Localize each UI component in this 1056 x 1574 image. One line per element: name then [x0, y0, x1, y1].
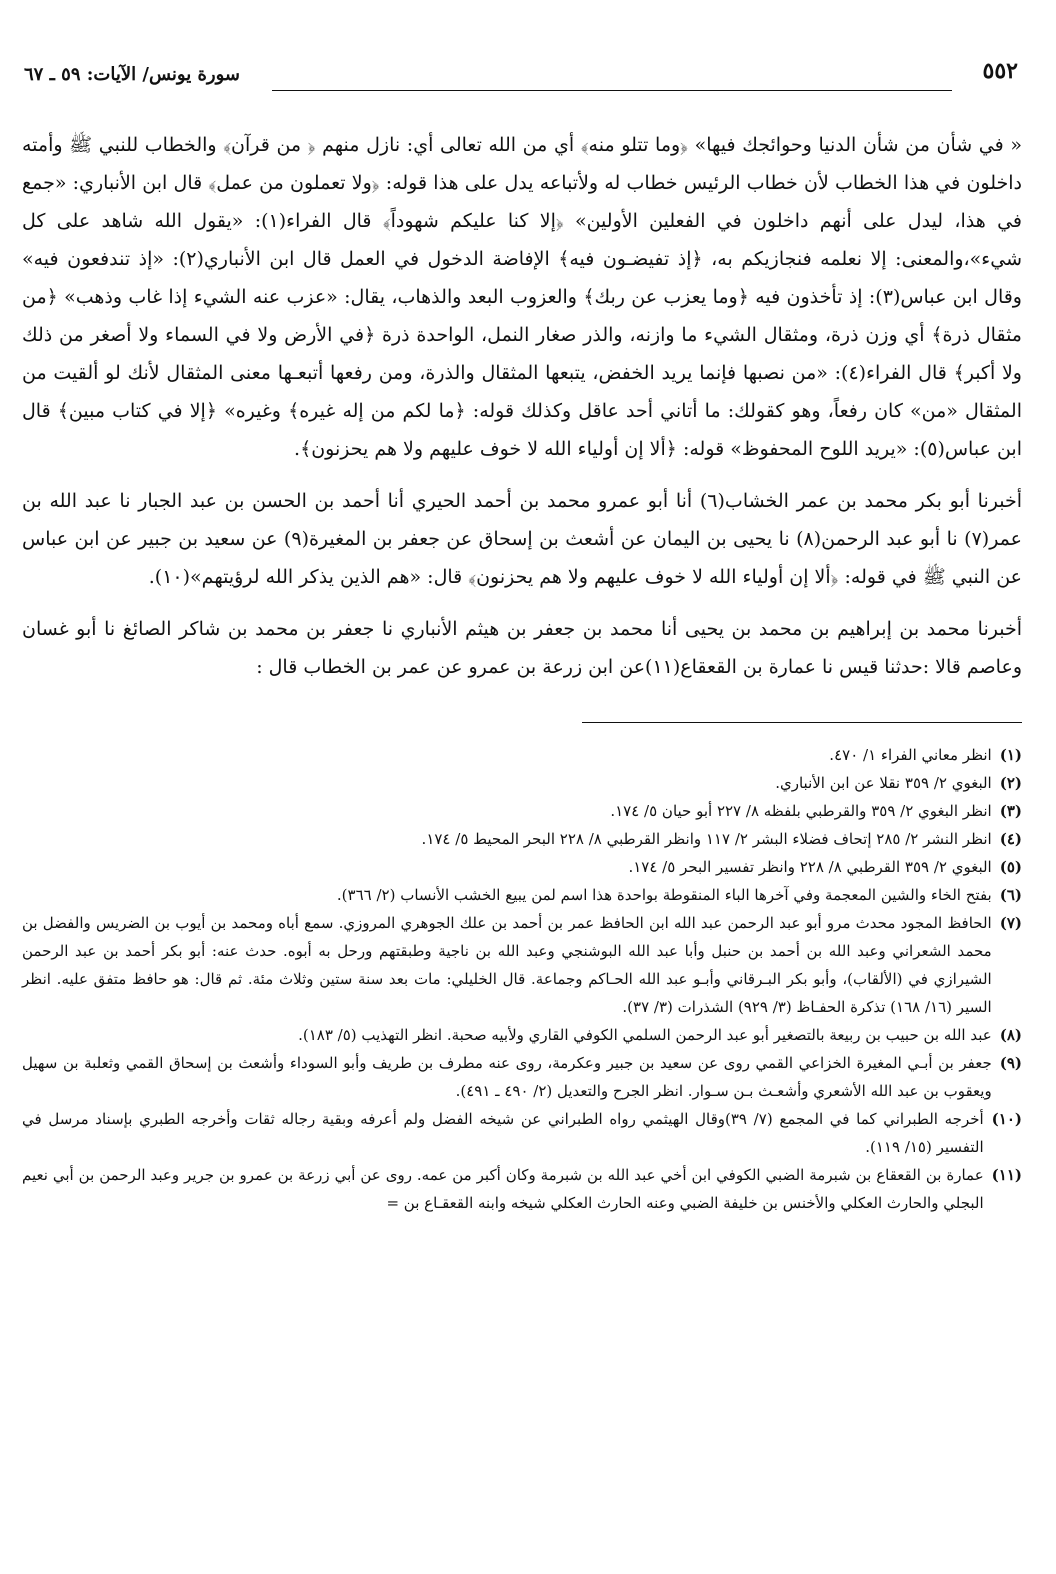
footnote-text: انظر معاني الفراء ١/ ٤٧٠.: [829, 746, 992, 764]
footnote-text: انظر البغوي ٢/ ٣٥٩ والقرطبي بلفظه ٨/ ٢٢٧ أبو حيان ٥/ ١٧٤.: [610, 802, 992, 820]
page-number: ٥٥٢: [982, 58, 1018, 84]
footnote-number: (١): [999, 746, 1022, 764]
footnote: [22, 769, 1022, 797]
footnote-number: (١٠): [991, 1110, 1022, 1128]
footnote: [22, 853, 1022, 881]
footnote-text: البغوي ٢/ ٣٥٩ نقلا عن ابن الأنباري.: [775, 774, 992, 792]
paragraph-hadith-2: أخبرنا محمد بن إبراهيم بن محمد بن يحيى أنا محمد بن جعفر بن هيثم الأنباري نا جعفر بن محمد بن شاكر الصائغ نا أبو غسان وعاصم قالا :حدثنا قيس نا عمارة بن القعقاع(١١)عن ابن زرعة بن عمرو عن عمر بن الخطاب قال :: [22, 618, 1022, 678]
paragraph-tafsir: « في شأن من شأن الدنيا وحوائجك فيها» ﴿وما تتلو منه﴾ أي من الله تعالى أي: نازل منهم ﴿ من قرآن﴾ والخطاب للنبي ﷺ وأمته داخلون في هذا الخطاب لأن خطاب الرئيس خطاب له ولأتباعه يدل على هذا قوله: ﴿ولا تعملون من عمل﴾ قال ابن الأنباري: «جمع في هذا، ليدل على أنهم داخلون في الفعلين الأولين» ﴿إلا كنا عليكم شهوداً﴾ قال الفراء(١): «يقول الله شاهد على كل شيء»،والمعنى: إلا نعلمه فنجازيكم به، ﴿إذ تفيضـون فيه﴾ الإفاضة الدخول في العمل قال ابن الأنباري(٢): «إذ تندفعون فيه» وقال ابن عباس(٣): إذ تأخذون فيه ﴿وما يعزب عن ربك﴾ والعزوب البعد والذهاب، يقال: «عزب عنه الشيء إذا غاب وذهب» ﴿من مثقال ذرة﴾ أي وزن ذرة، ومثقال الشيء ما وازنه، والذر صغار النمل، الواحدة ذرة ﴿في الأرض ولا في السماء ولا أصغر من ذلك ولا أكبر﴾ قال الفراء(٤): «من نصبها فإنما يريد الخفض، يتبعها المثقال والذرة، ومن رفعها أتبعـها معنى المثقال لأنك لو ألقيت من المثقال «من» كان رفعاً، وهو كقولك: ما أتاني أحد عاقل وكذلك قوله: ﴿ما لكم من إله غيره﴾ وغيره» ﴿إلا في كتاب مبين﴾ قال ابن عباس(٥): «يريد اللوح المحفوظ» قوله: ﴿ألا إن أولياء الله لا خوف عليهم ولا هم يحزنون﴾.: [22, 134, 1022, 460]
footnote: [22, 909, 1022, 1021]
footnote: [22, 1049, 1022, 1105]
footnote-text: عبد الله بن حبيب بن ربيعة بالتصغير أبو عبد الرحمن السلمي الكوفي القاري ولأبيه صحبة. انظر التهذيب (٥/ ١٨٣).: [298, 1026, 992, 1044]
paragraph-hadith-1: أخبرنا أبو بكر محمد بن عمر الخشاب(٦) أنا أبو عمرو محمد بن أحمد الحيري أنا أحمد بن الحسن بن عبد الجبار نا عبد الله بن عمر(٧) نا أبو عبد الرحمن(٨) نا يحيى بن اليمان عن أشعث بن إسحاق عن جعفر بن المغيرة(٩) عن سعيد بن جبير عن ابن عباس عن النبي ﷺ في قوله: ﴿ألا إن أولياء الله لا خوف عليهم ولا هم يحزنون﴾ قال: «هم الذين يذكر الله لرؤيتهم»(١٠).: [22, 490, 1022, 588]
footnote-text: جعفر بن أبـي المغيرة الخزاعي القمي روى عن سعيد بن جبير وعكرمة، روى عنه مطرف بن طريف وأبو السوداء وأشعث بن إسحاق القمي وثعلبة بن سهيل ويعقوب بن عبد الله الأشعري وأشعـث بـن سـوار. انظر الجرح والتعديل (٢/ ٤٩٠ ـ ٤٩١).: [22, 1054, 992, 1100]
footnotes: [22, 741, 1022, 1217]
footnote-number: (٦): [999, 886, 1022, 904]
footnote-number: (٩): [999, 1054, 1022, 1072]
footnote-number: (٢): [999, 774, 1022, 792]
footnote: [22, 1105, 1022, 1161]
footnote-number: (٥): [999, 858, 1022, 876]
footnote-text: الحافظ المجود محدث مرو أبو عبد الرحمن عبد الله ابن الحافظ عمر بن أحمد بن علك الجوهري المروزي. سمع أباه ومحمد بن أيوب بن الضريس والفضل بن محمد الشعراني وعبد الله بن أحمد بن حنبل وأبا عبد الله البوشنجي وعبد الله بن ناجية وطبقتهم ورحل به أبوه. حدث عنه: أبو بكر أحمد بن عبد الرحمن الشيرازي في (الألقاب)، وأبو بكر البـرقاني وأبـو عبد الله الحـاكم وجماعة. قال الخليلي: مات بعد سنة ستين وثلاث مئة. ثم قال: هو حافظ متفق عليه. انظر السير (١٦/ ١٦٨) تذكرة الحفـاظ (٣/ ٩٢٩) الشذرات (٣/ ٣٧).: [22, 914, 992, 1016]
footnote-text: انظر النشر ٢/ ٢٨٥ إتحاف فضلاء البشر ٢/ ١١٧ وانظر القرطبي ٨/ ٢٢٨ البحر المحيط ٥/ ١٧٤.: [421, 830, 992, 848]
footnote-number: (٣): [999, 802, 1022, 820]
footnote-number: (٤): [999, 830, 1022, 848]
footnote-separator: [582, 722, 1022, 723]
footnote-number: (١١): [991, 1166, 1022, 1184]
footnote: [22, 881, 1022, 909]
footnote-text: بفتح الخاء والشين المعجمة وفي آخرها الباء المنقوطة بواحدة هذا اسم لمن يبيع الخشب الأنساب (٢/ ٣٦٦).: [336, 886, 992, 904]
page-header: [22, 58, 1022, 92]
header-rule: [272, 90, 952, 91]
book-page: [22, 58, 1022, 1558]
footnote: [22, 825, 1022, 853]
footnote: [22, 1161, 1022, 1217]
footnote: [22, 741, 1022, 769]
footnote-text: البغوي ٢/ ٣٥٩ القرطبي ٨/ ٢٢٨ وانظر تفسير البحر ٥/ ١٧٤.: [628, 858, 992, 876]
running-title: سورة يونس/ الآيات: ٥٩ ـ ٦٧: [24, 64, 240, 85]
footnote-number: (٨): [999, 1026, 1022, 1044]
footnote-text: عمارة بن القعقاع بن شبرمة الضبي الكوفي ابن أخي عبد الله بن شبرمة وكان أكبر من عمه. روى عن أبي زرعة بن عمرو بن جرير وعبد الرحمن بن أبي نعيم البجلي والحارث العكلي والأخنس بن خليفة الضبي وعنه الحارث العكلي شيخه وابنه القعقـاع بن =: [22, 1166, 984, 1212]
main-text: [22, 126, 1022, 686]
footnote: [22, 797, 1022, 825]
footnote-number: (٧): [999, 914, 1022, 932]
footnote-text: أخرجه الطبراني كما في المجمع (٧/ ٣٩)وقال الهيثمي رواه الطبراني عن شيخه الفضل ولم أعرفه وبقية رجاله ثقات وأخرجه الطبري بإسناد مرسل في التفسير (١٥/ ١١٩).: [22, 1110, 984, 1156]
footnote: [22, 1021, 1022, 1049]
